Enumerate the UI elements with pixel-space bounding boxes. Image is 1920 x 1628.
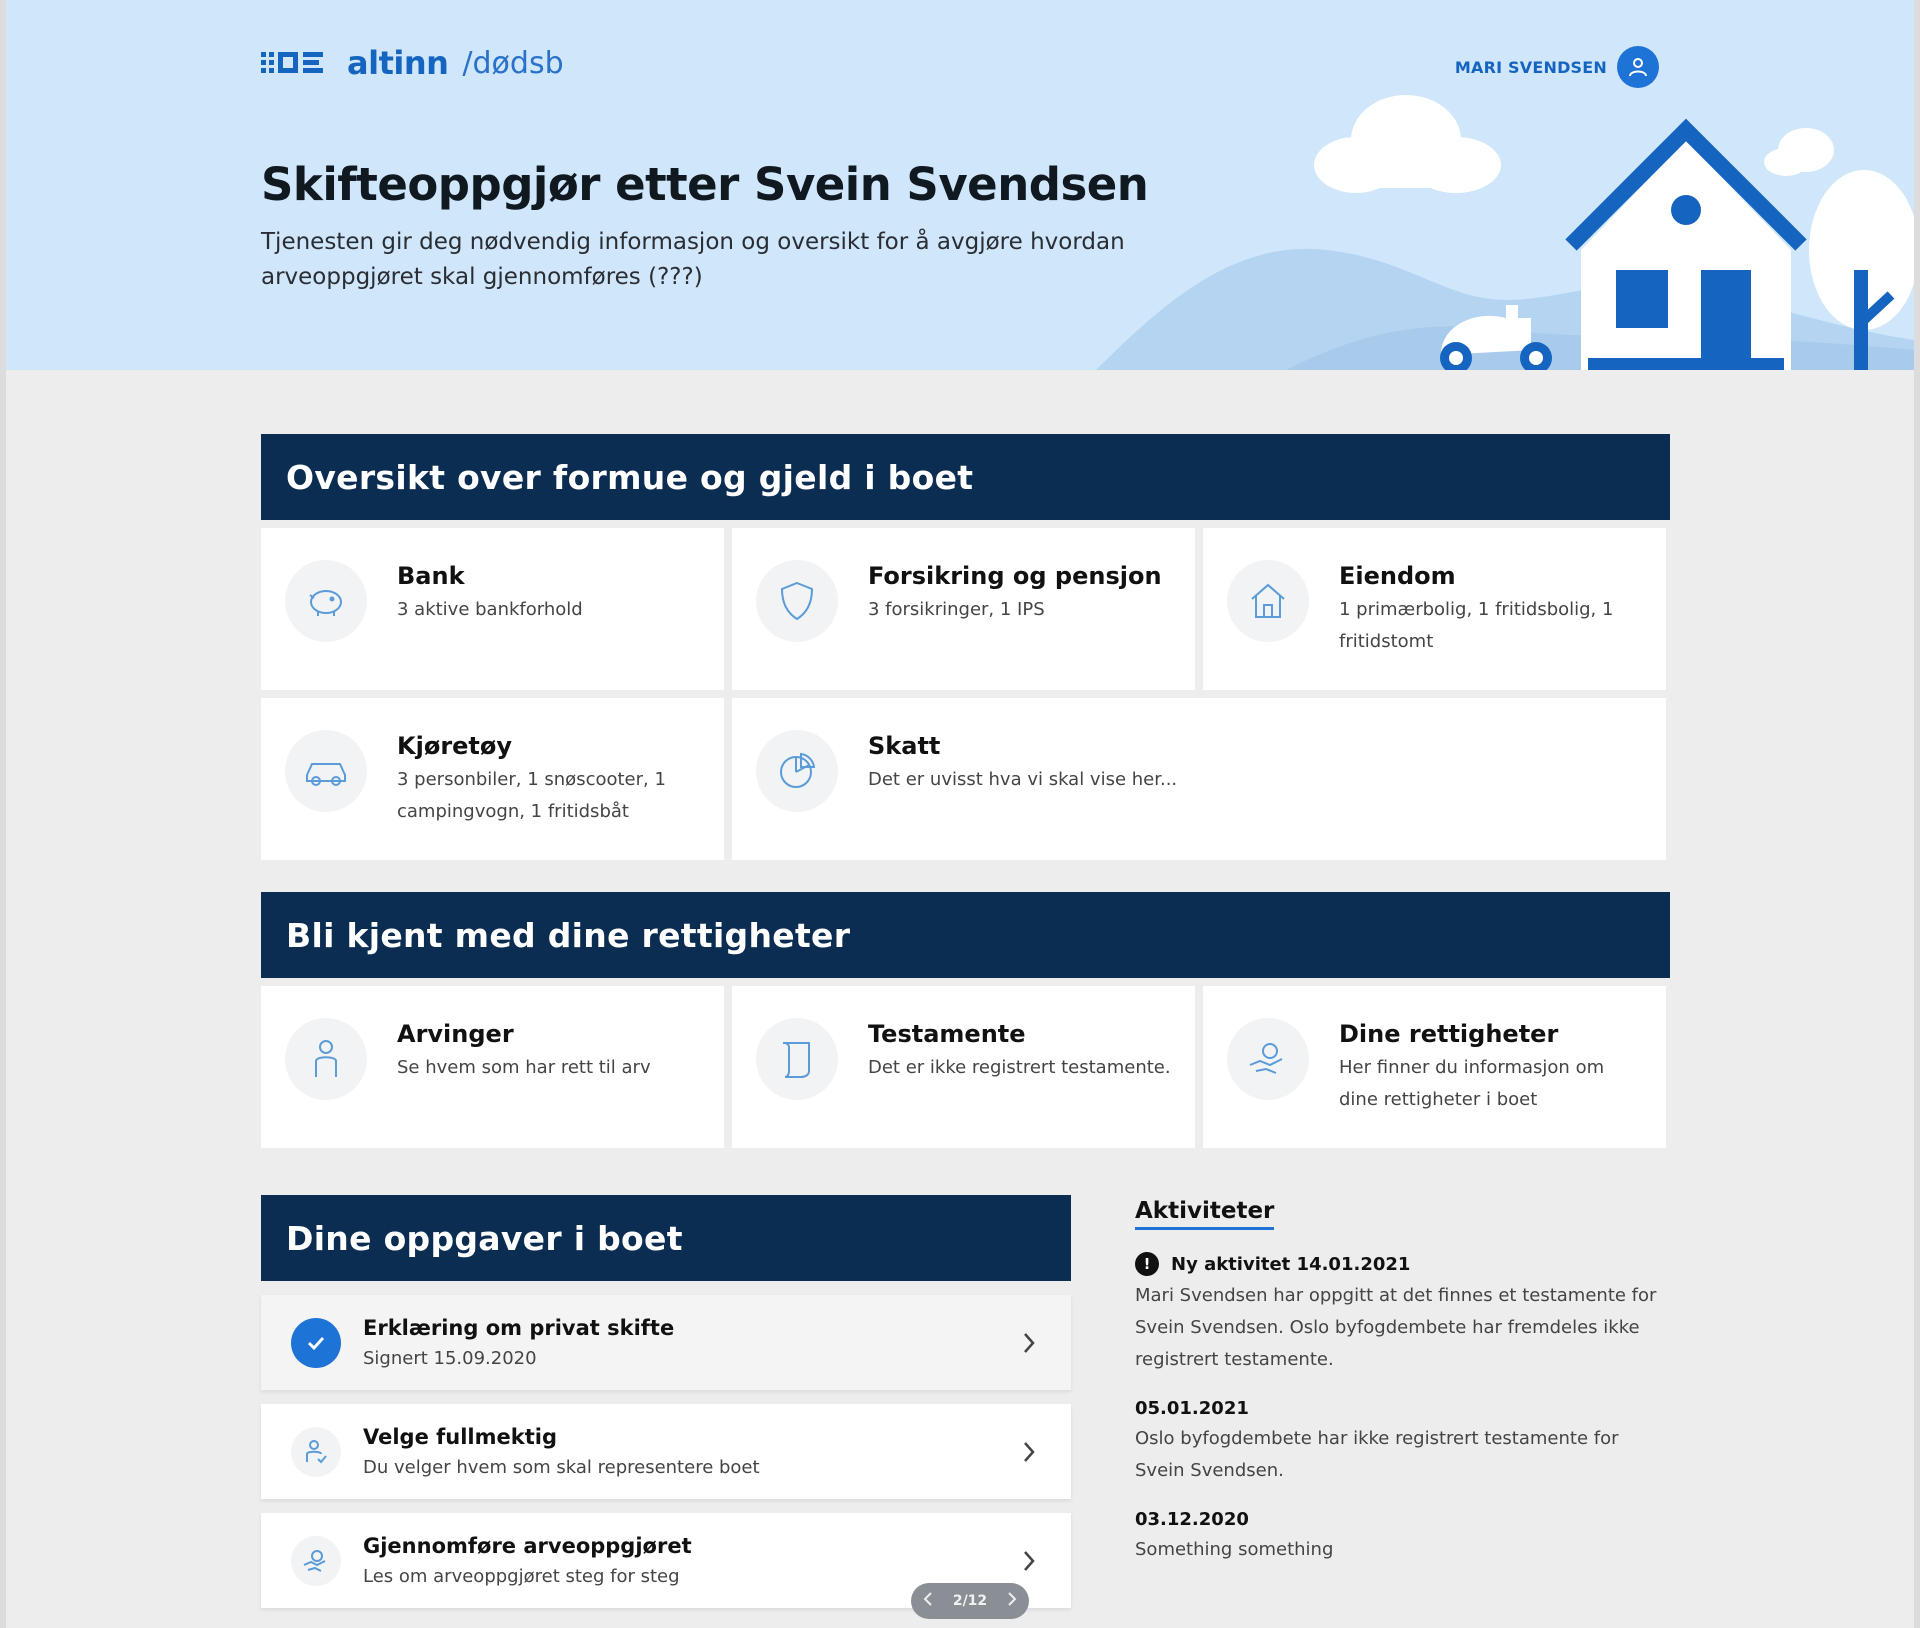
asset-card-desc: 3 personbiler, 1 snøscooter, 1 campingvogn, 1 fritidsbåt [397,769,666,822]
tasks-section [261,1195,1071,1608]
task-item-private-probate[interactable] [261,1295,1071,1390]
task-subtitle: Du velger hvem som skal representere boet [363,1457,760,1478]
asset-card-desc: Det er uvisst hva vi skal vise her... [868,769,1178,790]
chevron-right-icon [1017,1328,1041,1358]
rights-card-desc: Her finner du informasjon om dine rettigheter i boet [1339,1057,1605,1110]
task-title: Erklæring om privat skifte [363,1316,675,1340]
user-name: MARI SVENDSEN [1454,57,1607,77]
person-icon [285,1018,367,1100]
activities-panel [1135,1198,1665,1566]
altinn-logo-icon [261,48,333,78]
logo-text: altinn [347,44,449,82]
user-menu[interactable] [1455,46,1659,88]
activity-date: Ny aktivitet 14.01.2021 [1171,1253,1411,1275]
activity-item [1135,1509,1665,1566]
activity-item [1135,1398,1665,1487]
task-item-choose-proxy[interactable] [261,1404,1071,1499]
task-title: Gjennomføre arveoppgjøret [363,1534,692,1558]
new-activity-badge: ! [1135,1252,1159,1276]
asset-card-title: Eiendom [1339,562,1456,590]
rights-card-testament[interactable] [732,986,1195,1148]
rights-card-title: Arvinger [397,1020,514,1048]
rights-card-desc: Det er ikke registrert testamente. [868,1057,1171,1078]
user-avatar-icon[interactable] [1617,46,1659,88]
rights-card-title: Testamente [868,1020,1026,1048]
activity-text: Mari Svendsen har oppgitt at det finnes et testamente for Svein Svendsen. Oslo byfogdembete har fremdeles ikke registrert testamente. [1135,1285,1657,1370]
activity-date: 03.12.2020 [1135,1509,1249,1530]
rights-section [261,892,1670,1148]
task-title: Velge fullmektig [363,1425,557,1449]
assets-section-heading: Oversikt over formue og gjeld i boet [261,434,1670,520]
asset-card-desc: 1 primærbolig, 1 fritidsbolig, 1 fritidstomt [1339,599,1614,652]
activity-date: 05.01.2021 [1135,1398,1249,1419]
altinn-logo[interactable] [261,44,564,82]
rights-card-desc: Se hvem som har rett til arv [397,1057,651,1078]
activity-text: Oslo byfogdembete har ikke registrert testamente for Svein Svendsen. [1135,1428,1619,1481]
asset-card-title: Skatt [868,732,941,760]
hero-banner [6,0,1914,370]
pagination-label: 2/12 [952,1593,988,1609]
piggy-bank-icon [285,560,367,642]
asset-card-desc: 3 forsikringer, 1 IPS [868,599,1045,620]
rights-card-title: Dine rettigheter [1339,1020,1559,1048]
activity-text: Something something [1135,1539,1334,1560]
asset-card-vehicles[interactable] [261,698,724,860]
asset-card-desc: 3 aktive bankforhold [397,599,583,620]
task-subtitle: Les om arveoppgjøret steg for steg [363,1566,680,1587]
person-check-icon [291,1427,341,1477]
scroll-icon [756,1018,838,1100]
car-icon [285,730,367,812]
logo-subpath: /dødsb [462,45,564,81]
page-title: Skifteoppgjør etter Svein Svendsen [261,158,1149,211]
rights-card-your-rights[interactable] [1203,986,1666,1148]
checkmark-icon [291,1318,341,1368]
rights-section-heading: Bli kjent med dine rettigheter [261,892,1670,978]
assets-section [261,434,1670,860]
asset-card-title: Forsikring og pensjon [868,562,1162,590]
chevron-right-icon [1017,1437,1041,1467]
task-subtitle: Signert 15.09.2020 [363,1348,537,1369]
tasks-section-heading: Dine oppgaver i boet [261,1195,1071,1281]
chevron-left-icon[interactable] [923,1591,933,1611]
asset-card-property[interactable] [1203,528,1666,690]
chevron-right-icon [1017,1546,1041,1576]
asset-card-title: Kjøretøy [397,732,513,760]
house-icon [1227,560,1309,642]
handshake-icon [291,1536,341,1586]
activity-item [1135,1252,1665,1376]
asset-card-insurance[interactable] [732,528,1195,690]
chevron-right-icon[interactable] [1007,1591,1017,1611]
shield-icon [756,560,838,642]
pie-chart-icon [756,730,838,812]
pagination-control[interactable] [911,1583,1029,1619]
rights-card-heirs[interactable] [261,986,724,1148]
asset-card-tax[interactable] [732,698,1666,860]
asset-card-bank[interactable] [261,528,724,690]
handshake-icon [1227,1018,1309,1100]
page-description: Tjenesten gir deg nødvendig informasjon og oversikt for å avgjøre hvordan arveoppgjøret skal gjennomføres (???) [261,229,1125,290]
activities-heading[interactable]: Aktiviteter [1135,1198,1274,1230]
asset-card-title: Bank [397,562,465,590]
